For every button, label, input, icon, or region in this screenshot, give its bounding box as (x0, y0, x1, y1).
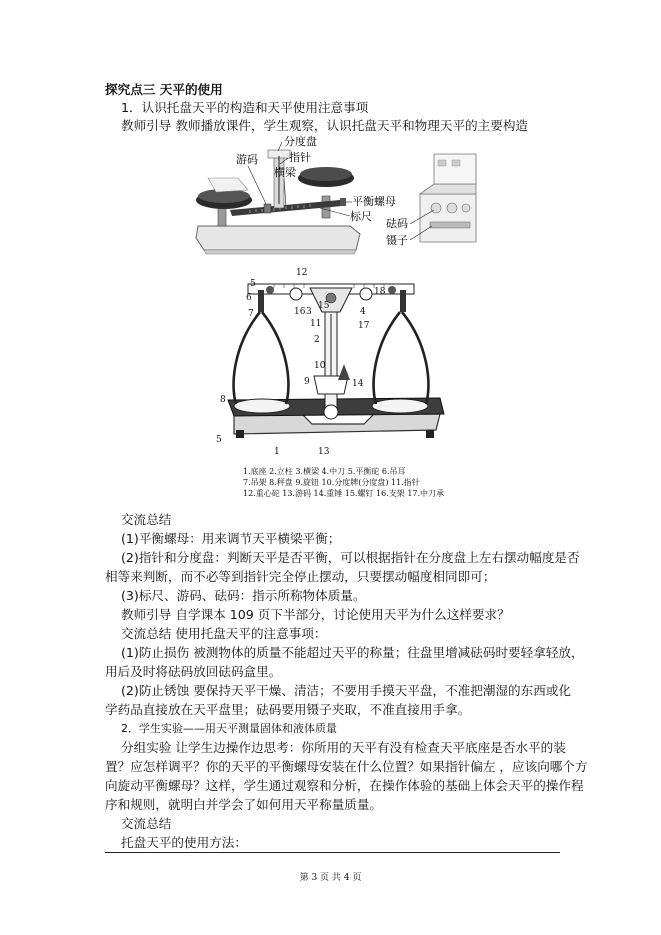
note-1-line-b: 用后及时将砝码放回砝码盒里。 (105, 664, 282, 679)
label-scale-plate: 分度盘 (284, 135, 317, 148)
fig2-num-14: 14 (352, 379, 364, 389)
fig2-num-17: 17 (358, 321, 370, 331)
fig2-num-12: 11 (310, 319, 322, 329)
point-1: (1)平衡螺母：用来调节天平横梁平衡； (121, 531, 341, 546)
legend-line-3: 12.重心砣 13.游码 14.重锤 15.螺钉 16.支架 17.中刀承 (243, 489, 445, 498)
usage-method: 托盘天平的使用方法： (121, 835, 247, 850)
legend-line-1: 1.底座 2.立柱 3.横梁 4.中刀 5.平衡砣 6.吊耳 (243, 467, 406, 476)
tray-balance-figure (190, 134, 480, 260)
point-3: (3)标尺、游码、砝码：指示所称物体质量。 (121, 588, 366, 603)
fig2-num-6: 6 (246, 293, 252, 303)
fig2-num-10: 9 (304, 377, 310, 387)
teacher-guide-paragraph: 教师引导 教师播放课件，学生观察，认识托盘天平和物理天平的主要构造 (121, 118, 529, 133)
label-beam: 横梁 (274, 166, 296, 179)
subsection-2-heading: 2．学生实验——用天平测量固体和液体质量 (121, 722, 337, 735)
teacher-guide-2: 教师引导 自学课本 109 页下半部分，讨论使用天平为什么这样要求？ (121, 607, 510, 622)
fig2-num-13: 12 (296, 268, 308, 278)
label-ruler: 标尺 (350, 210, 372, 223)
fig2-num-4: 4 (360, 307, 366, 317)
group-exp-line-c: 向旋动平衡螺母？这样，学生通过观察和分析，在操作体验的基础上体会天平的操作程 (105, 778, 584, 793)
fig2-num-11: 10 (314, 361, 326, 371)
subsection-1-heading: 1．认识托盘天平的构造和天平使用注意事项 (121, 100, 369, 115)
note-1-line-a: (1)防止损伤 被测物体的质量不能超过天平的称量；往盘里增减砝码时要轻拿轻放， (121, 645, 584, 660)
label-balance-nut: 平衡螺母 (352, 195, 396, 208)
group-exp-line-a: 分组实验 让学生边操作边思考：你所用的天平有没有检查天平底座是否水平的装 (121, 740, 566, 755)
fig2-num-2: 2 (314, 335, 320, 345)
point-2-line-b: 相等来判断，而不必等到指针完全停止摆动，只要摆动幅度相同即可； (105, 569, 496, 584)
label-weights: 砝码 (386, 217, 408, 230)
summary-label-3: 交流总结 (121, 816, 172, 831)
point-2-line-a: (2)指针和分度盘：判断天平是否平衡，可以根据指针在分度盘上左右摆动幅度是否 (121, 550, 580, 565)
fig2-num-1: 1 (274, 447, 280, 457)
label-tweezers: 镊子 (386, 234, 408, 247)
note-2-line-a: (2)防止锈蚀 要保持天平干燥、清洁；不要用手摸天平盘，不准把潮湿的东西或化 (121, 683, 572, 698)
fig2-num-5a: 5 (250, 279, 256, 289)
summary-label-2: 交流总结 使用托盘天平的注意事项： (121, 626, 327, 641)
label-pointer: 指针 (289, 151, 311, 164)
fig2-num-7: 7 (248, 309, 254, 319)
group-exp-line-b: 置？应怎样调平？你的天平的平衡螺母安装在什么位置？如果指针偏左 ，应该向哪个方 (105, 759, 588, 774)
fig2-num-18: 18 (374, 287, 386, 297)
fig2-num-5b: 5 (216, 435, 222, 445)
group-exp-line-d: 序和规则，就明白并学会了如何用天平称量质量。 (105, 797, 383, 812)
section-title: 探究点三 天平的使用 (105, 82, 223, 97)
page-footer: 第 3 页 共 4 页 (299, 873, 362, 883)
fig2-num-15: 15 (318, 301, 330, 311)
fig2-num-9: 13 (318, 447, 330, 457)
fig2-num-3: 3 (306, 307, 312, 317)
legend-line-2: 7.吊架 8.秤盘 9.旋钮 10.分度牌(分度盘) 11.指针 (243, 478, 420, 487)
physical-balance-figure (214, 264, 454, 464)
fig2-num-16: 16 (294, 307, 306, 317)
label-rider: 游码 (236, 153, 258, 166)
fig2-num-8: 8 (220, 395, 226, 405)
figure2-legend (243, 466, 444, 499)
summary-label-1: 交流总结 (121, 512, 172, 527)
note-2-line-b: 学药品直接放在天平盘里；砝码要用镊子夹取，不准直接用手拿。 (105, 702, 471, 717)
